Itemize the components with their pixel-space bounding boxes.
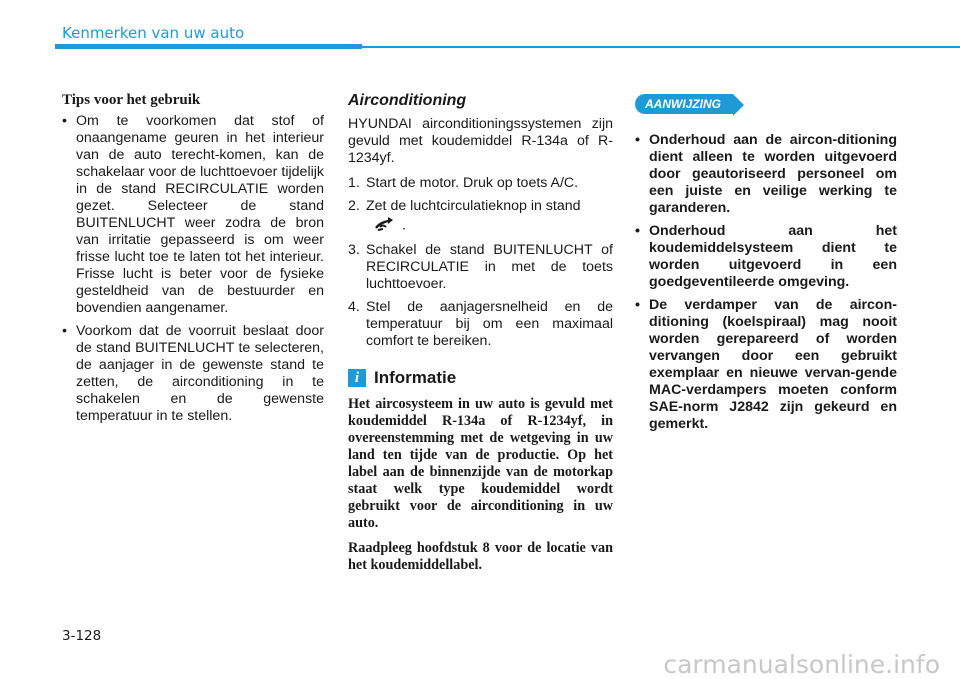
note-item bbox=[635, 132, 897, 217]
info-icon: i bbox=[348, 369, 366, 387]
left-column bbox=[62, 92, 324, 431]
step-text: Zet de luchtcirculatieknop in stand bbox=[366, 198, 581, 214]
tips-heading: Tips voor het gebruik bbox=[62, 92, 201, 108]
bullet-icon: • bbox=[635, 297, 640, 313]
note-item-text: Onderhoud aan de aircon-ditioning dient alleen te worden uitgevoerd door geautoriseerd personeel om een juiste en veilige werking te garanderen. bbox=[649, 132, 897, 216]
watermark: carmanualsonline.info bbox=[663, 650, 940, 679]
bullet-icon: • bbox=[635, 223, 640, 239]
header-rule-thick bbox=[55, 44, 362, 49]
note-badge: AANWIJZING bbox=[635, 94, 733, 114]
step-item bbox=[348, 242, 613, 293]
info-header bbox=[348, 368, 613, 388]
step-number: 4. bbox=[348, 299, 360, 315]
airconditioning-heading: Airconditioning bbox=[348, 92, 467, 109]
step-suffix: . bbox=[402, 217, 406, 234]
step-item bbox=[348, 175, 613, 192]
bullet-icon: • bbox=[62, 113, 67, 129]
step-text: Schakel de stand BUITENLUCHT of RECIRCULATIE in met de toets luchttoevoer. bbox=[366, 242, 613, 292]
airconditioning-intro: HYUNDAI airconditioningssystemen zijn gevuld met koudemiddel R-134a of R-1234yf. bbox=[348, 116, 613, 166]
step-text: Stel de aanjagersnelheid en de temperatuur bij om een maximaal comfort te bereiken. bbox=[366, 299, 613, 349]
air-circulation-icon bbox=[374, 215, 396, 236]
info-label: Informatie bbox=[374, 368, 457, 387]
note-item-text: De verdamper van de aircon-ditioning (koelspiraal) mag nooit worden gerepareerd of worden vervangen door een gebruikt exemplaar en nieuwe vervan-gende MAC-verdampers moeten conform SAE-norm J2842 zijn gekeurd en gemerkt. bbox=[649, 297, 897, 432]
note-item-text: Onderhoud aan het koudemiddelsysteem dient te worden uitgevoerd in een goedgeventileerde omgeving. bbox=[649, 223, 897, 290]
note-list bbox=[635, 132, 897, 433]
note-item bbox=[635, 297, 897, 433]
tips-item bbox=[62, 323, 324, 425]
tips-item-text: Om te voorkomen dat stof of onaangename geuren in het interieur van de auto terecht-komen, kan de schakelaar voor de luchttoevoer tijdelijk in de stand RECIRCULATIE worden gezet. Selecteer de stand BUITENLUCHT weer zodra de bron van irritatie gepasseerd is om weer frisse lucht toe te laten tot het interieur. Frisse lucht is beter voor de fysieke gesteldheid van de bestuurder en bovendien aangenamer. bbox=[76, 113, 324, 316]
step-item bbox=[348, 198, 613, 236]
tips-item bbox=[62, 113, 324, 317]
section-title: Kenmerken van uw auto bbox=[62, 24, 245, 42]
step-item bbox=[348, 299, 613, 350]
middle-column bbox=[348, 92, 613, 582]
step-number: 1. bbox=[348, 175, 360, 191]
header-rule-thin bbox=[362, 46, 960, 48]
right-column bbox=[635, 94, 897, 439]
page-number: 3-128 bbox=[62, 628, 102, 644]
bullet-icon: • bbox=[62, 323, 67, 339]
info-paragraph: Het aircosysteem in uw auto is gevuld met koudemiddel R-134a of R-1234yf, in overeenstemming met de wetgeving in uw land ten tijde van de productie. Op het label aan de binnenzijde van de motorkap staat welk type koudemiddel wordt gebruikt voor de airconditioning in uw auto. bbox=[348, 396, 613, 531]
step-number: 3. bbox=[348, 242, 360, 258]
note-item bbox=[635, 223, 897, 291]
step-text: Start de motor. Druk op toets A/C. bbox=[366, 175, 579, 191]
tips-item-text: Voorkom dat de voorruit beslaat door de stand BUITENLUCHT te selecteren, de aanjager in de gewenste stand te zetten, de airconditioning in te schakelen en de gewenste temperatuur in te stellen. bbox=[76, 323, 324, 424]
steps-list bbox=[348, 175, 613, 350]
step-number: 2. bbox=[348, 198, 360, 214]
tips-list bbox=[62, 113, 324, 425]
info-paragraph: Raadpleeg hoofdstuk 8 voor de locatie van het koudemiddellabel. bbox=[348, 540, 613, 573]
bullet-icon: • bbox=[635, 132, 640, 148]
